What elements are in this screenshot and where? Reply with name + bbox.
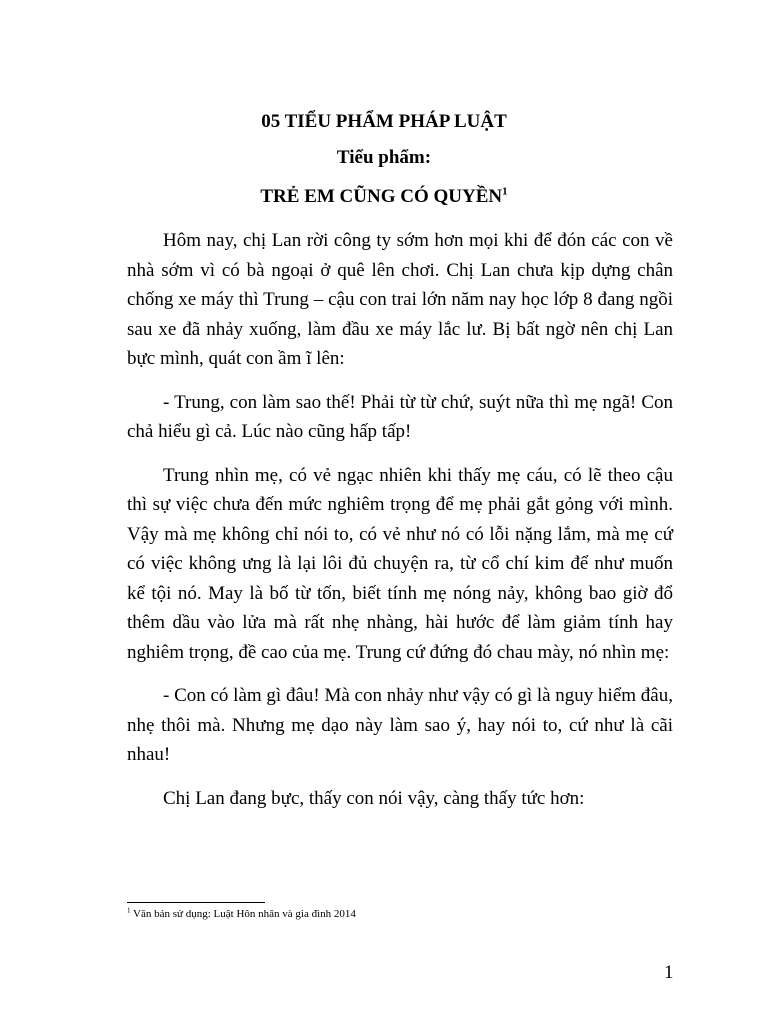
page-number: 1 <box>664 962 674 983</box>
footnote-separator <box>127 902 265 903</box>
footnote <box>127 907 356 921</box>
paragraph-1: Hôm nay, chị Lan rời công ty sớm hơn mọi khi để đón các con về nhà sớm vì có bà ngoại ở quê lên chơi. Chị Lan chưa kịp dựng chân chống xe máy thì Trung – cậu con trai lớn năm nay học lớp 8 đang ngồi sau xe đã nhảy xuống, làm đầu xe máy lắc lư. Bị bất ngờ nên chị Lan bực mình, quát con ầm ĩ lên: <box>127 230 673 369</box>
paragraph-4: - Con có làm gì đâu! Mà con nhảy như vậy có gì là nguy hiểm đâu, nhẹ thôi mà. Nhưng mẹ dạo này làm sao ý, hay nói to, cứ như là cãi nhau! <box>127 685 673 765</box>
document-main-heading: 05 TIỂU PHẨM PHÁP LUẬT <box>261 111 507 132</box>
paragraph-3: Trung nhìn mẹ, có vẻ ngạc nhiên khi thấy mẹ cáu, có lẽ theo cậu thì sự việc chưa đến mức nghiêm trọng để mẹ phải gắt gỏng với mình. Vậy mà mẹ không chỉ nói to, có vẻ như nó có lỗi nặng lắm, mà mẹ cứ có việc không ưng là lại lôi đủ chuyện ra, từ cổ chí kim để như muốn kể tội nó. May là bố từ tốn, biết tính mẹ nóng nảy, không bao giờ đổ thêm dầu vào lửa mà rất nhẹ nhàng, hài hước để làm giảm tính hay nghiêm trọng, đề cao của mẹ. Trung cứ đứng đó chau mày, nó nhìn mẹ: <box>127 464 673 663</box>
document-title-text: TRẺ EM CŨNG CÓ QUYỀN <box>260 186 503 207</box>
footnote-text: Văn bản sử dụng: Luật Hôn nhân và gia đình 2014 <box>130 908 356 920</box>
footnote-mark: 1 <box>127 906 131 915</box>
document-subheading: Tiểu phẩm: <box>336 147 432 168</box>
document-body <box>127 226 673 827</box>
title-footnote-reference: 1 <box>502 185 508 198</box>
document-title <box>0 185 768 209</box>
paragraph-5: Chị Lan đang bực, thấy con nói vậy, càng thấy tức hơn: <box>163 787 585 809</box>
paragraph-2: - Trung, con làm sao thế! Phải từ từ chứ, suýt nữa thì mẹ ngã! Con chả hiểu gì cả. Lúc nào cũng hấp tấp! <box>127 391 673 442</box>
